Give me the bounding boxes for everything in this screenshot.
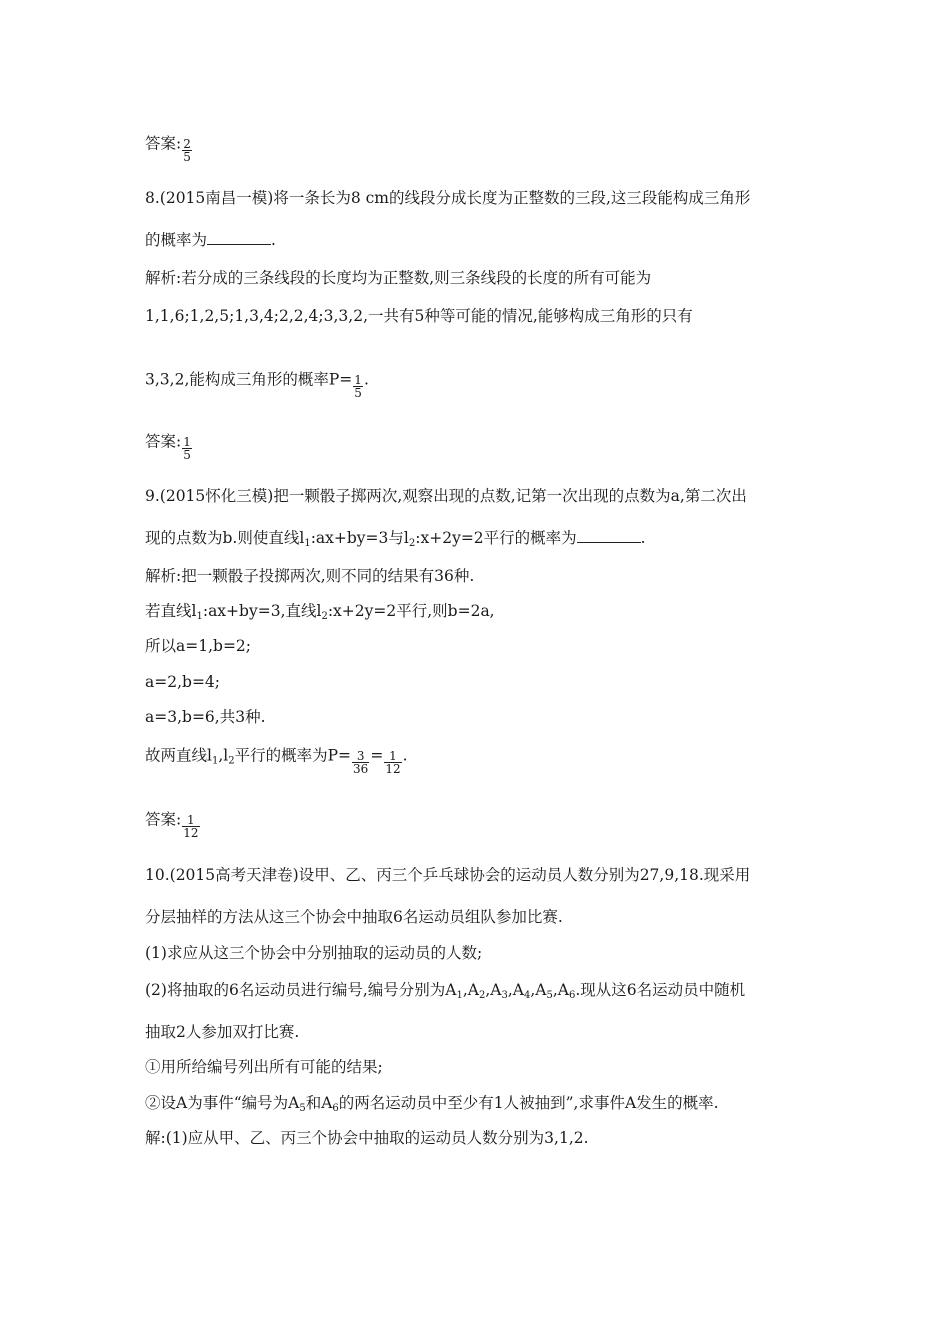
text: ,A bbox=[485, 981, 502, 999]
question-10-line-3: (1)求应从这三个协会中分别抽取的运动员的人数; bbox=[145, 944, 483, 962]
text: . bbox=[363, 370, 369, 389]
text: . bbox=[271, 231, 276, 249]
numerator: 2 bbox=[183, 137, 191, 151]
answer-label: 答案: bbox=[145, 432, 182, 451]
text: 3,3,2,能构成三角形的概率P= bbox=[145, 370, 353, 389]
answer-label: 答案: bbox=[145, 810, 182, 829]
equals-sign: = bbox=[370, 746, 384, 765]
text: . bbox=[402, 746, 408, 765]
text: ,A bbox=[530, 981, 547, 999]
question-10-line-6: ①用所给编号列出所有可能的结果; bbox=[145, 1058, 383, 1076]
subscript: 5 bbox=[299, 1103, 306, 1114]
question-10-line-1: 10.(2015高考天津卷)设甲、乙、丙三个乒乓球协会的运动员人数分别为27,9,18.现采用 bbox=[145, 866, 751, 884]
question-9-line-1: 9.(2015怀化三模)把一颗骰子掷两次,观察出现的点数,记第一次出现的点数为a,第二次出 bbox=[145, 487, 747, 505]
solution-9-line-5: a=3,b=6,共3种. bbox=[145, 708, 266, 726]
solution-9-line-4: a=2,b=4; bbox=[145, 673, 221, 691]
text: 若直线l bbox=[145, 602, 197, 620]
subscript: 2 bbox=[321, 611, 328, 622]
text: :ax+by=3,直线l bbox=[202, 602, 322, 620]
answer-label: 答案: bbox=[145, 134, 182, 153]
answer-blank bbox=[207, 230, 271, 245]
solution-8-line-2: 1,1,6;1,2,5;1,3,4;2,2,4;3,3,2,一共有5种等可能的情况,能够构成三角形的只有 bbox=[145, 307, 693, 325]
question-8-line-1: 8.(2015南昌一模)将一条长为8 cm的线段分成长度为正整数的三段,这三段能构成三角形 bbox=[145, 189, 751, 207]
question-9-line-2 bbox=[145, 528, 646, 554]
text: ,A bbox=[507, 981, 524, 999]
text: 平行的概率为P= bbox=[234, 746, 352, 765]
denominator: 5 bbox=[354, 386, 362, 400]
fraction bbox=[182, 138, 192, 163]
denominator: 5 bbox=[183, 150, 191, 164]
numerator: 1 bbox=[384, 750, 401, 763]
answer-9 bbox=[145, 808, 201, 840]
solution-9-line-6 bbox=[145, 744, 408, 776]
fraction bbox=[352, 750, 369, 775]
text: . bbox=[640, 529, 646, 547]
text: 现的点数为b.则使直线l bbox=[145, 529, 305, 547]
subscript: 2 bbox=[478, 990, 486, 1001]
question-8-line-2 bbox=[145, 230, 276, 250]
fraction bbox=[182, 814, 199, 839]
denominator: 12 bbox=[385, 762, 401, 776]
denominator: 5 bbox=[183, 448, 191, 462]
subscript: 6 bbox=[332, 1103, 339, 1114]
subscript: 1 bbox=[211, 755, 219, 767]
fraction bbox=[182, 436, 192, 461]
numerator: 3 bbox=[352, 750, 369, 763]
text: .现从这6名运动员中随机 bbox=[575, 981, 746, 999]
subscript: 3 bbox=[501, 990, 508, 1001]
denominator: 36 bbox=[353, 762, 369, 776]
text: :x+2y=2平行的概率为 bbox=[415, 529, 577, 547]
numerator: 1 bbox=[183, 435, 191, 449]
numerator: 1 bbox=[354, 373, 362, 387]
subscript: 4 bbox=[523, 990, 531, 1001]
subscript: 1 bbox=[304, 538, 311, 549]
denominator: 12 bbox=[183, 826, 199, 840]
question-10-line-2: 分层抽样的方法从这三个协会中抽取6名运动员组队参加比赛. bbox=[145, 908, 563, 926]
text: (2)将抽取的6名运动员进行编号,编号分别为A bbox=[145, 981, 457, 999]
text: :ax+by=3与l bbox=[310, 529, 409, 547]
fraction bbox=[353, 374, 363, 399]
subscript: 2 bbox=[408, 538, 416, 549]
subscript: 6 bbox=[568, 990, 576, 1001]
solution-9-line-1: 解析:把一颗骰子投掷两次,则不同的结果有36种. bbox=[145, 567, 475, 585]
text: ②设A为事件“编号为A bbox=[145, 1094, 300, 1112]
subscript: 1 bbox=[456, 990, 463, 1001]
text: ,l bbox=[218, 746, 229, 765]
text: 和A bbox=[305, 1094, 333, 1112]
solution-8-line-1: 解析:若分成的三条线段的长度均为正整数,则三条线段的长度的所有可能为 bbox=[145, 269, 652, 287]
answer-8 bbox=[145, 430, 193, 462]
solution-9-line-3: 所以a=1,b=2; bbox=[145, 637, 252, 655]
answer-7 bbox=[145, 132, 193, 164]
solution-8-line-3 bbox=[145, 368, 369, 400]
solution-9-line-2 bbox=[145, 601, 495, 627]
subscript: 1 bbox=[196, 611, 203, 622]
answer-blank bbox=[577, 528, 641, 543]
text: ,A bbox=[462, 981, 479, 999]
text: 故两直线l bbox=[145, 746, 212, 765]
subscript: 2 bbox=[228, 755, 235, 767]
text: 的概率为 bbox=[145, 231, 208, 249]
solution-10-line-1: 解:(1)应从甲、乙、丙三个协会中抽取的运动员人数分别为3,1,2. bbox=[145, 1129, 589, 1147]
text: :x+2y=2平行,则b=2a, bbox=[327, 602, 495, 620]
subscript: 5 bbox=[546, 990, 553, 1001]
question-10-line-5: 抽取2人参加双打比赛. bbox=[145, 1023, 300, 1041]
text: ,A bbox=[552, 981, 569, 999]
question-10-line-4 bbox=[145, 980, 745, 1006]
text: 的两名运动员中至少有1人被抽到”,求事件A发生的概率. bbox=[338, 1094, 719, 1112]
question-10-line-7 bbox=[145, 1093, 719, 1119]
fraction bbox=[384, 750, 401, 775]
numerator: 1 bbox=[182, 814, 199, 827]
